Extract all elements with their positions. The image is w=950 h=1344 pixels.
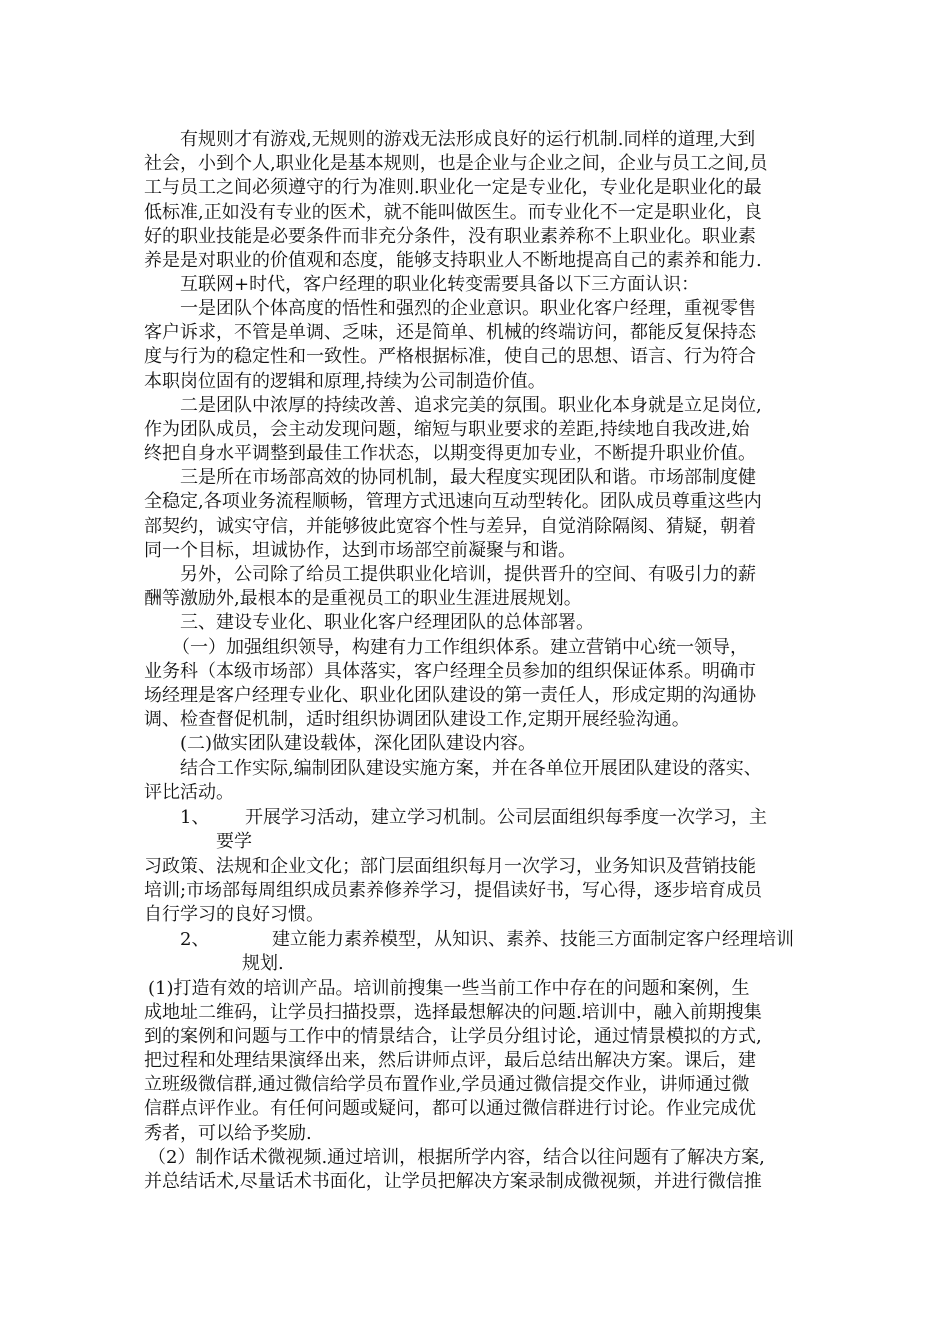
text-line: 三是所在市场部高效的协同机制，最大程度实现团队和谐。市场部制度健 xyxy=(180,467,756,488)
text-line: 评比活动。 xyxy=(144,782,234,803)
text-line: 酬等激励外,最根本的是重视员工的职业生涯进展规划。 xyxy=(144,588,582,609)
text-line: 好的职业技能是必要条件而非充分条件，没有职业素养称不上职业化。职业素 xyxy=(144,226,756,247)
text-line: 终把自身水平调整到最佳工作状态，以期变得更加专业，不断提升职业价值。 xyxy=(144,443,756,464)
text-line: 培训;市场部每周组织成员素养修养学习，提倡读好书，写心得，逐步培育成员 xyxy=(144,880,763,901)
text-line: 并总结话术,尽量话术书面化，让学员把解决方案录制成微视频，并进行微信推 xyxy=(144,1171,762,1192)
text-line: 场经理是客户经理专业化、职业化团队建设的第一责任人，形成定期的沟通协 xyxy=(144,685,756,706)
text-line: 结合工作实际,编制团队建设实施方案，并在各单位开展团队建设的落实、 xyxy=(180,758,762,779)
text-line: 信群点评作业。有任何问题或疑问，都可以通过微信群进行讨论。作业完成优 xyxy=(144,1098,756,1119)
text-line: 同一个目标，坦诚协作，达到市场部空前凝聚与和谐。 xyxy=(144,540,576,561)
text-line: 建立能力素养模型，从知识、素养、技能三方面制定客户经理培训 xyxy=(272,929,794,950)
section-heading: 三、建设专业化、职业化客户经理团队的总体部署。 xyxy=(180,612,594,633)
text-line: 度与行为的稳定性和一致性。严格根据标准，使自己的思想、语言、行为符合 xyxy=(144,346,756,367)
text-line: 本职岗位固有的逻辑和原理,持续为公司制造价值。 xyxy=(144,371,546,392)
text-line: 到的案例和问题与工作中的情景结合，让学员分组讨论，通过情景模拟的方式, xyxy=(144,1026,762,1047)
text-line: 自行学习的良好习惯。 xyxy=(144,904,324,925)
text-line: 习政策、法规和企业文化；部门层面组织每月一次学习，业务知识及营销技能 xyxy=(144,856,756,877)
text-line: 二是团队中浓厚的持续改善、追求完美的氛围。职业化本身就是立足岗位, xyxy=(180,395,762,416)
text-line: 低标准,正如没有专业的医术，就不能叫做医生。而专业化不一定是职业化，良 xyxy=(144,202,762,223)
text-line: （一）加强组织领导，构建有力工作组织体系。建立营销中心统一领导， xyxy=(172,637,748,658)
list-number: 1、 xyxy=(180,807,210,828)
list-number: 2、 xyxy=(180,929,210,950)
text-line: 开展学习活动，建立学习机制。公司层面组织每季度一次学习，主 xyxy=(245,807,767,828)
text-line: 要学 xyxy=(216,831,252,852)
text-line: 把过程和处理结果演绎出来，然后讲师点评，最后总结出解决方案。课后，建 xyxy=(144,1050,756,1071)
text-line: 调、检查督促机制，适时组织协调团队建设工作,定期开展经验沟通。 xyxy=(144,709,690,730)
text-line: 另外，公司除了给员工提供职业化培训，提供晋升的空间、有吸引力的薪 xyxy=(180,564,756,585)
text-line: 立班级微信群,通过微信给学员布置作业,学员通过微信提交作业，讲师通过微 xyxy=(144,1074,750,1095)
text-line: 有规则才有游戏,无规则的游戏无法形成良好的运行机制.同样的道理,大到 xyxy=(180,129,756,150)
text-line: 养是是对职业的价值观和态度，能够支持职业人不断地提高自己的素养和能力. xyxy=(144,250,762,271)
text-line: (二)做实团队建设载体，深化团队建设内容。 xyxy=(180,733,537,754)
text-line: 部契约，诚实守信，并能够彼此宽容个性与差异，自觉消除隔阂、猜疑，朝着 xyxy=(144,516,756,537)
text-line: （2）制作话术微视频.通过培训，根据所学内容，结合以往问题有了解决方案, xyxy=(148,1147,765,1168)
text-line: 互联网+时代，客户经理的职业化转变需要具备以下三方面认识： xyxy=(180,274,700,295)
text-line: 作为团队成员，会主动发现问题，缩短与职业要求的差距,持续地自我改进,始 xyxy=(144,419,750,440)
text-line: (1)打造有效的培训产品。培训前搜集一些当前工作中存在的问题和案例，生 xyxy=(148,978,750,999)
text-line: 秀者，可以给予奖励. xyxy=(144,1123,312,1144)
text-line: 规划. xyxy=(242,953,284,974)
text-line: 一是团队个体高度的悟性和强烈的企业意识。职业化客户经理，重视零售 xyxy=(180,298,756,319)
text-line: 成地址二维码，让学员扫描投票，选择最想解决的问题.培训中，融入前期搜集 xyxy=(144,1002,762,1023)
text-line: 全稳定,各项业务流程顺畅，管理方式迅速向互动型转化。团队成员尊重这些内 xyxy=(144,491,762,512)
text-line: 工与员工之间必须遵守的行为准则.职业化一定是专业化，专业化是职业化的最 xyxy=(144,177,762,198)
text-line: 社会，小到个人,职业化是基本规则，也是企业与企业之间，企业与员工之间,员 xyxy=(144,153,768,174)
text-line: 客户诉求，不管是单调、乏味，还是简单、机械的终端访问，都能反复保持态 xyxy=(144,322,756,343)
text-line: 业务科（本级市场部）具体落实，客户经理全员参加的组织保证体系。明确市 xyxy=(144,661,756,682)
